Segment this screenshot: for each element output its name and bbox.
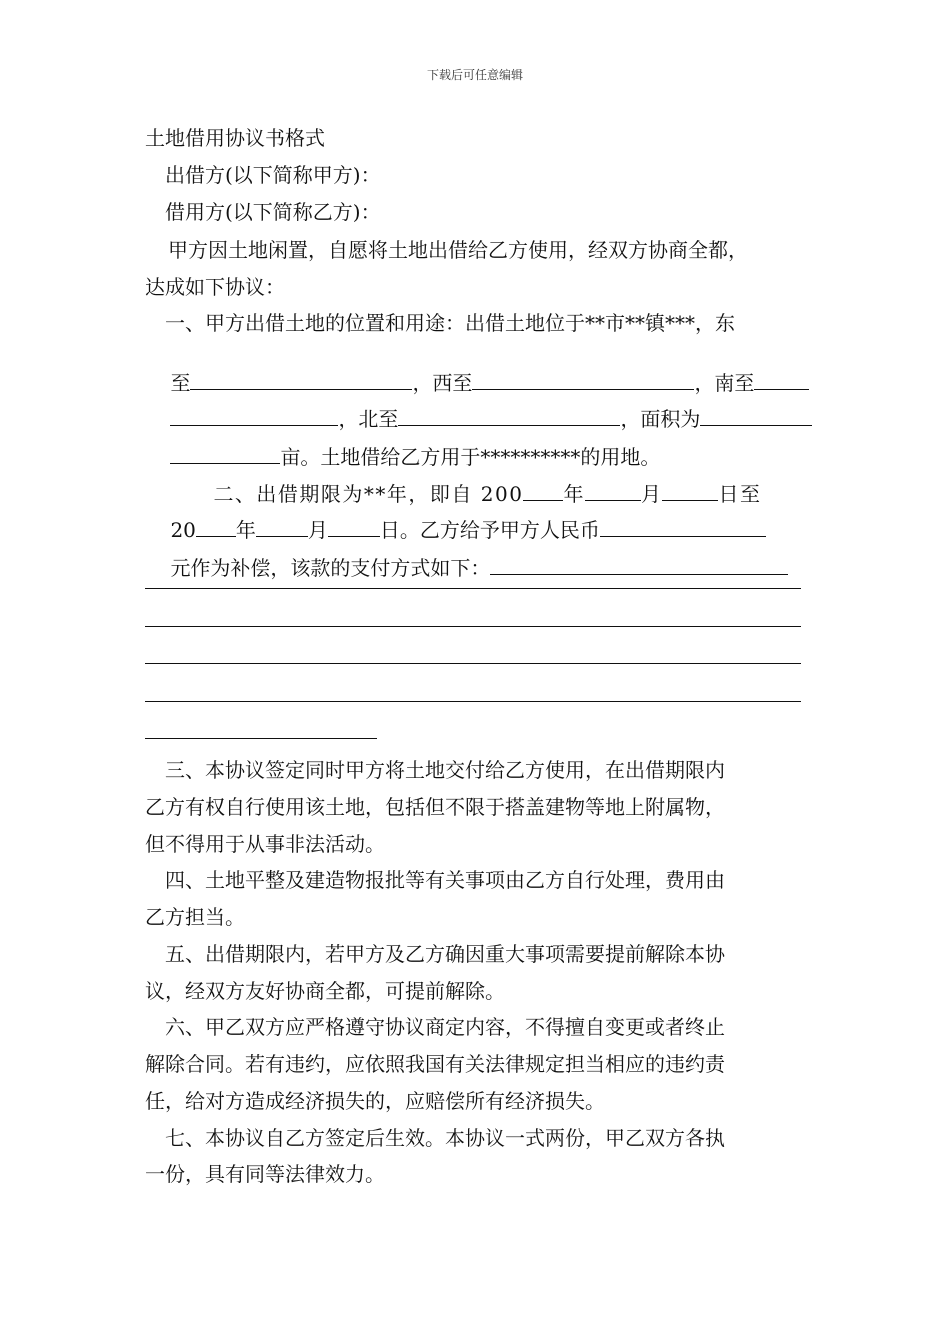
clause3-line2: 乙方有权自行使用该土地，包括但不限于搭盖建物等地上附属物， <box>145 795 725 819</box>
intro-line-2: 达成如下协议： <box>145 275 285 299</box>
end-century-text: 20 <box>170 518 196 542</box>
borrower-line: 借用方(以下简称乙方)： <box>165 200 381 224</box>
clause1-use-text: 亩。土地借给乙方用于**********的用地。 <box>280 445 661 469</box>
clause5-line1: 五、出借期限内，若甲方及乙方确因重大事项需要提前解除本协 <box>165 942 725 966</box>
clause1-line1: 一、甲方出借土地的位置和用途：出借土地位于**市**镇***，东 <box>165 311 735 335</box>
payment-blank-line-4 <box>145 701 801 702</box>
payment-method-text: 元作为补偿，该款的支付方式如下： <box>170 556 491 580</box>
lender-line: 出借方(以下简称甲方)： <box>165 163 381 187</box>
clause7-line2: 一份，具有同等法律效力。 <box>145 1162 385 1186</box>
payment-blank-line-2 <box>145 626 801 627</box>
compensation-text: 日。乙方给予甲方人民币 <box>379 518 600 542</box>
payment-blank-line-1 <box>145 588 801 589</box>
clause4-line1: 四、土地平整及建造物报批等有关事项由乙方自行处理，费用由 <box>165 868 725 892</box>
payment-blank-line-3 <box>145 663 801 664</box>
clause3-line3: 但不得用于从事非法活动。 <box>145 832 385 856</box>
year-label: 年 <box>563 482 585 506</box>
clause1-west-label: ，西至 <box>412 371 473 395</box>
area-blank <box>700 407 812 426</box>
end-year-label: 年 <box>235 518 256 542</box>
page-header: 下载后可任意编辑 <box>426 68 523 82</box>
clause6-line3: 任，给对方造成经济损失的，应赔偿所有经济损失。 <box>145 1089 605 1113</box>
month-label: 月 <box>640 482 663 506</box>
clause6-line2: 解除合同。若有违约，应依照我国有关法律规定担当相应的违约责 <box>145 1052 725 1076</box>
clause6-line1: 六、甲乙双方应严格遵守协议商定内容，不得擅自变更或者终止 <box>165 1015 725 1039</box>
end-month-label: 月 <box>307 518 328 542</box>
clause1-south-label: ，南至 <box>694 371 755 395</box>
document-title: 土地借用协议书格式 <box>145 126 325 150</box>
clause4-line2: 乙方担当。 <box>145 905 245 929</box>
clause2-line3 <box>145 532 788 604</box>
day-to-label: 日至 <box>718 482 762 506</box>
clause1-east-label: 至 <box>170 371 191 395</box>
clause2-period-text: 二、出借期限为**年，即自 200 <box>213 482 524 506</box>
payment-method-blank <box>490 556 788 575</box>
clause1-area-label: ，面积为 <box>620 407 701 431</box>
clause7-line1: 七、本协议自乙方签定后生效。本协议一式两份，甲乙双方各执 <box>165 1126 725 1150</box>
payment-blank-line-5 <box>145 738 377 739</box>
clause1-north-label: ，北至 <box>338 407 399 431</box>
clause3-line1: 三、本协议签定同时甲方将土地交付给乙方使用，在出借期限内 <box>165 758 725 782</box>
intro-line-1: 甲方因土地闲置，自愿将土地出借给乙方使用，经双方协商全都， <box>168 238 748 262</box>
clause5-line2: 议，经双方友好协商全都，可提前解除。 <box>145 979 505 1003</box>
